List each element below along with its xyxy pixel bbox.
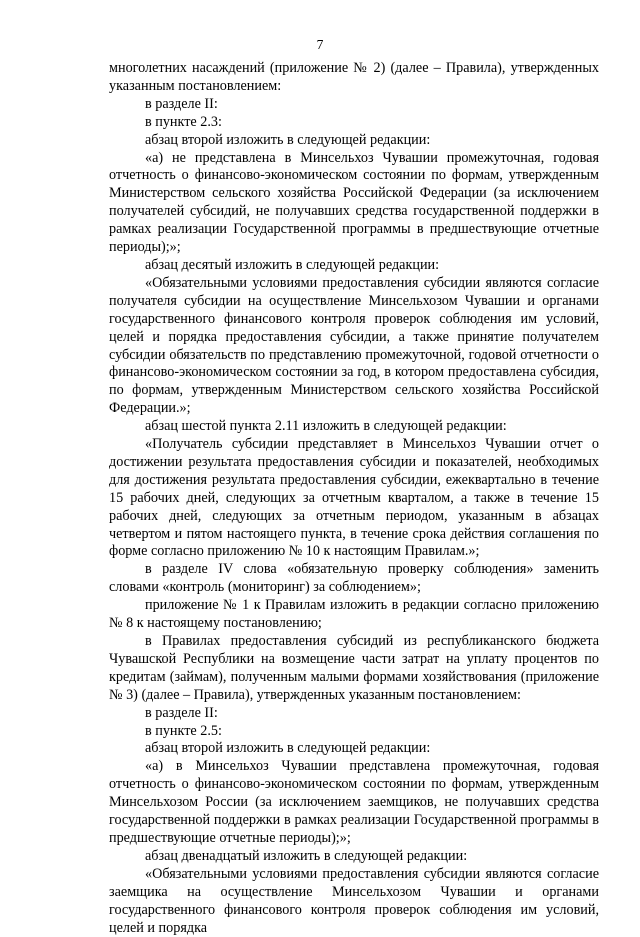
document-paragraph: абзац шестой пункта 2.11 изложить в следующей редакции:	[145, 418, 507, 435]
document-paragraph: абзац двенадцатый изложить в следующей редакции:	[145, 847, 468, 864]
document-paragraph: «Обязательными условиями предоставления субсидии являются согласие получателя субсидии на осуществление Минсельхозом Чувашии и органами государственного финансового контроля проверок соблюдения им условий, целей и порядка предоставления субсидии, а также принятие получателем субсидии обязательств по представлению промежуточной, годовой отчетности о финансово-экономическом состоянии за год, в котором предоставлена субсидия, по формам, утвержденным Министерством сельского хозяйства Российской Федерации.»;	[109, 274, 599, 417]
document-paragraph: «а) не представлена в Минсельхоз Чувашии промежуточная, годовая отчетность о финансово-экономическом состоянии по формам, утвержденным Министерством сельского хозяйства Российской Федерации (за исключением получателей субсидий, не получавших средства государственной поддержки в рамках реализации Государственной программы в предшествующие отчетные периоды);»;	[109, 149, 599, 256]
document-paragraph: многолетних насаждений (приложение № 2) (далее – Правила), утвержденных указанным постановлением:	[109, 60, 599, 94]
document-paragraph: в пункте 2.5:	[145, 722, 222, 739]
document-paragraph: в разделе II:	[145, 95, 218, 112]
document-paragraph: «а) в Минсельхоз Чувашии представлена промежуточная, годовая отчетность о финансово-экономическом состоянии по формам, утвержденным Минсельхозом России (за исключением заемщиков, не получавших средства государственной поддержки в рамках реализации Государственной программы в предшествующие отчетные периоды);»;	[109, 758, 599, 846]
document-paragraph: в разделе IV слова «обязательную проверку соблюдения» заменить словами «контроль (мониторинг) за соблюдением»;	[109, 561, 599, 596]
document-paragraph: приложение № 1 к Правилам изложить в редакции согласно приложению № 8 к настоящему постановлению;	[109, 597, 599, 632]
document-paragraph: абзац второй изложить в следующей редакции:	[145, 131, 431, 148]
document-paragraph: «Обязательными условиями предоставления субсидии являются согласие заемщика на осуществление Минсельхозом Чувашии и органами государственного финансового контроля проверок соблюдения им условий, целей и порядка	[109, 865, 599, 936]
document-body	[109, 60, 599, 937]
document-paragraph: «Получатель субсидии представляет в Минсельхоз Чувашии отчет о достижении результата предоставления субсидии и показателей, необходимых для достижения результата предоставления субсидии, ежеквартально в течение 15 рабочих дней, следующих за отчетным кварталом, а также в течение 15 рабочих дней, следующих за отчетным периодом, указанным в абзацах четвертом и пятом настоящего пункта, в течение срока действия соглашения по форме согласно приложению № 10 к настоящим Правилам.»;	[109, 436, 599, 560]
document-paragraph: в пункте 2.3:	[145, 113, 222, 130]
document-paragraph: в Правилах предоставления субсидий из республиканского бюджета Чувашской Республики на возмещение части затрат на уплату процентов по кредитам (займам), полученным малыми формами хозяйствования (приложение № 3) (далее – Правила), утвержденных указанным постановлением:	[109, 633, 599, 703]
document-paragraph: абзац второй изложить в следующей редакции:	[145, 740, 431, 757]
document-paragraph: в разделе II:	[145, 704, 218, 721]
page-number: 7	[316, 37, 324, 52]
document-paragraph: абзац десятый изложить в следующей редакции:	[145, 256, 440, 273]
